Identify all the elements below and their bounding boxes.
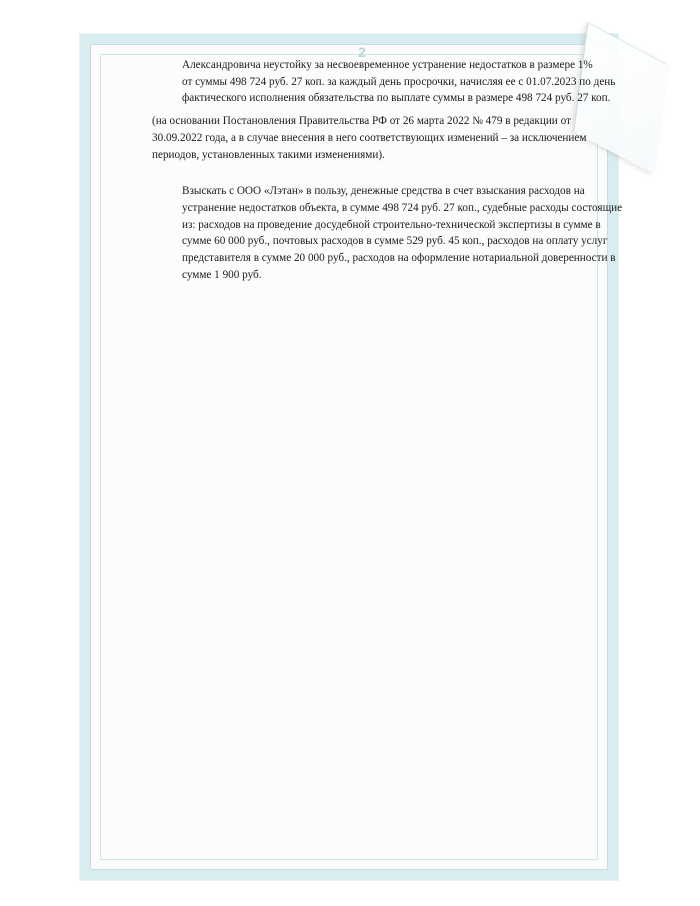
text-line: 30.09.2022 года, а в случае внесения в него соответствующих изменений – за исключением xyxy=(152,131,587,144)
text-line: сумме 60 000 руб., почтовых расходов в сумме 529 руб. 45 коп., расходов на оплату услуг xyxy=(182,235,608,248)
text-line: сумме 1 900 руб. xyxy=(182,268,262,281)
text-line: из: расходов на проведение досудебной строительно-технической экспертизы в сумме в xyxy=(182,218,601,231)
text-line: устранение недостатков объекта, в сумме 498 724 руб. 27 коп., судебные расходы состоящие xyxy=(182,201,623,214)
text-line: от суммы 498 724 руб. 27 коп. за каждый день просрочки, начисляя ее с 01.07.2023 по день xyxy=(182,75,616,88)
page-number: 2 xyxy=(358,44,366,60)
document-text xyxy=(152,57,623,283)
text-line: Александровича неустойку за несвоевременное устранение недостатков в размере 1% xyxy=(182,59,593,71)
paragraph-penalty xyxy=(152,57,616,107)
text-line: представителя в сумме 20 000 руб., расходов на оформление нотариальной доверенности в xyxy=(182,252,616,265)
text-line: периодов, установленных такими изменениями). xyxy=(152,148,385,161)
paragraph-costs xyxy=(152,183,623,283)
text-line: Взыскать с ООО «Лэтан» в пользу, денежные средства в счет взыскания расходов на xyxy=(182,185,585,198)
paragraph-regulation-reference xyxy=(152,113,602,163)
text-line: (на основании Постановления Правительства РФ от 26 марта 2022 № 479 в редакции от xyxy=(152,115,571,128)
text-line: фактического исполнения обязательства по выплате суммы в размере 498 724 руб. 27 коп. xyxy=(182,92,611,105)
